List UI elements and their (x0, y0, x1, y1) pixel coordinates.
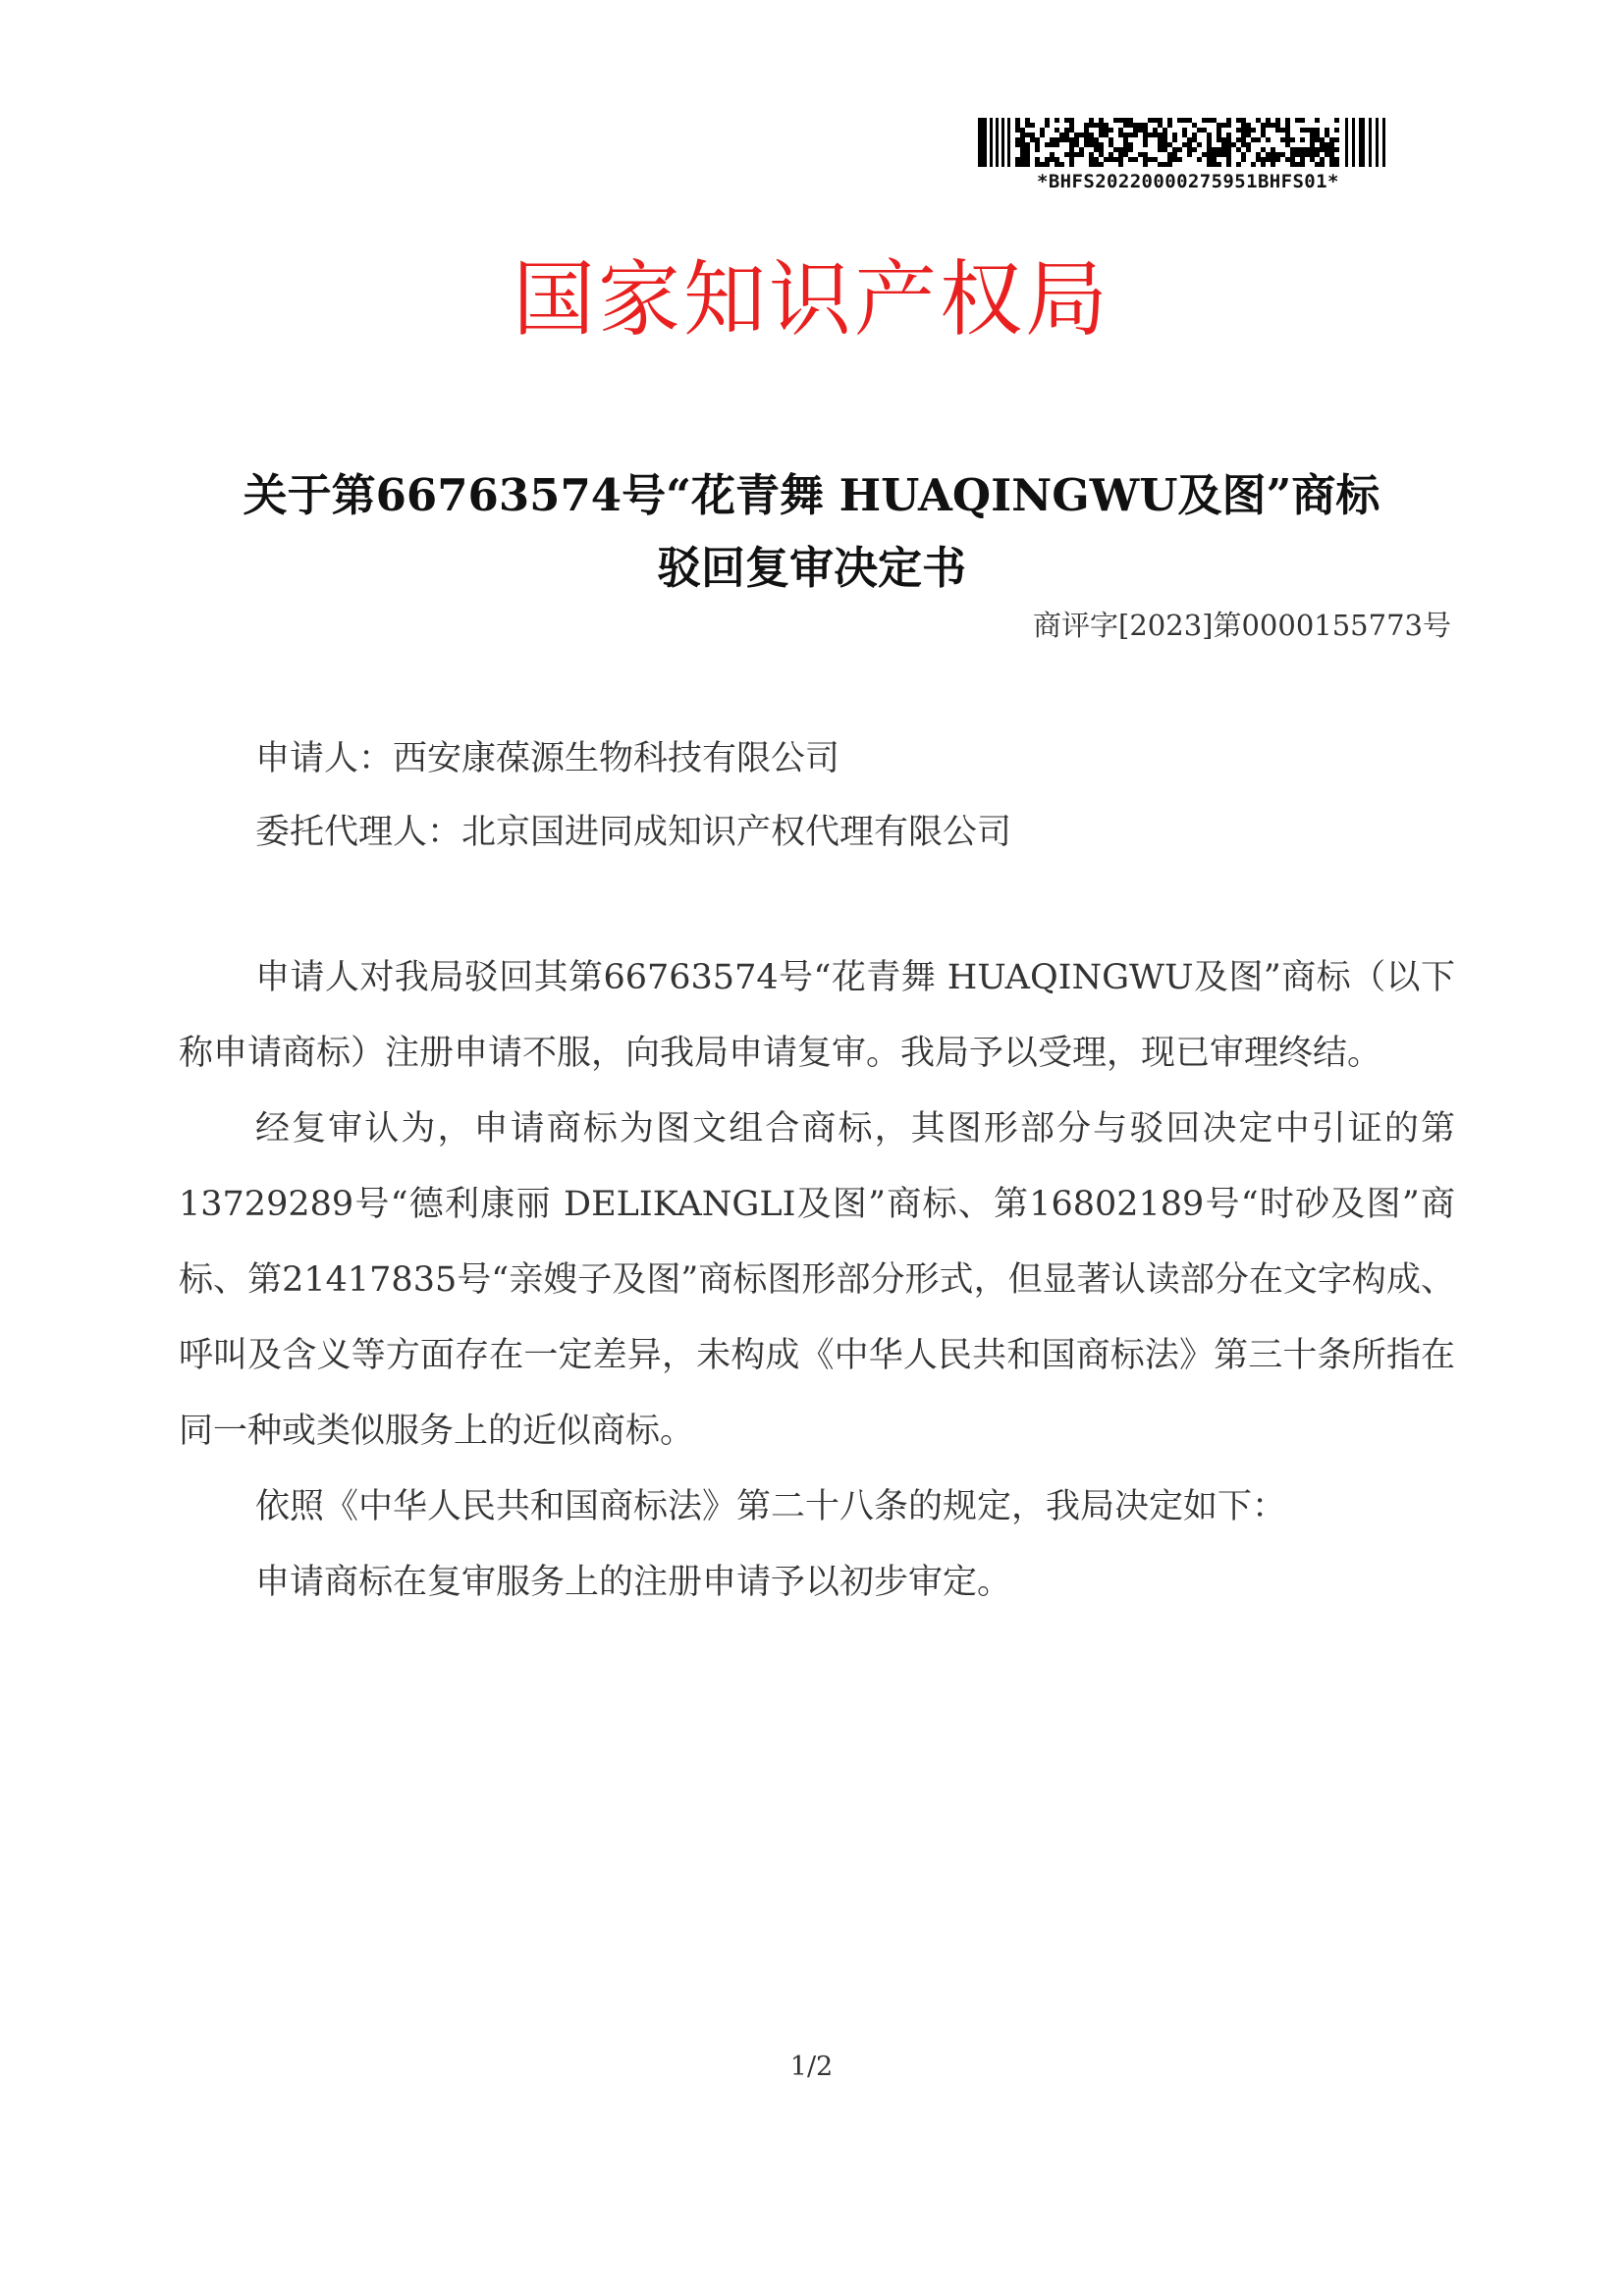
paragraph-reasoning: 经复审认为，申请商标为图文组合商标，其图形部分与驳回决定中引证的第13729289号“德利康丽 DELIKANGLI及图”商标、第16802189号“时砂及图”商标、第21417835号“亲嫂子及图”商标图形部分形式，但显著认读部分在文字构成、呼叫及含义等方面存在一定差异，未构成《中华人民共和国商标法》第三十条所指在同一种或类似服务上的近似商标。 (179, 1109, 1455, 1451)
title-line-1: 关于第66763574号“花青舞 HUAQINGWU及图”商标 (243, 469, 1380, 521)
title-line-2: 驳回复审决定书 (656, 542, 966, 594)
paragraph-decision: 申请商标在复审服务上的注册申请予以初步审定。 (255, 1563, 1012, 1602)
agency-header: 国家知识产权局 (512, 251, 1110, 347)
applicant-line: 申请人：西安康葆源生物科技有限公司 (255, 739, 840, 778)
document-number: 商评字[2023]第0000155773号 (1033, 609, 1451, 642)
barcode (978, 118, 1390, 192)
paragraph-basis: 依照《中华人民共和国商标法》第二十八条的规定，我局决定如下： (255, 1487, 1287, 1526)
paragraph-intro: 申请人对我局驳回其第66763574号“花青舞 HUAQINGWU及图”商标（以下称申请商标）注册申请不服，向我局申请复审。我局予以受理，现已审理终结。 (179, 958, 1455, 1073)
agent-line: 委托代理人：北京国进同成知识产权代理有限公司 (255, 813, 1012, 852)
barcode-graphic (978, 118, 1390, 167)
decision-body (179, 940, 1455, 1621)
barcode-text: *BHFS20220000275951BHFS01* (1037, 171, 1339, 192)
page-number: 1/2 (789, 2052, 834, 2082)
